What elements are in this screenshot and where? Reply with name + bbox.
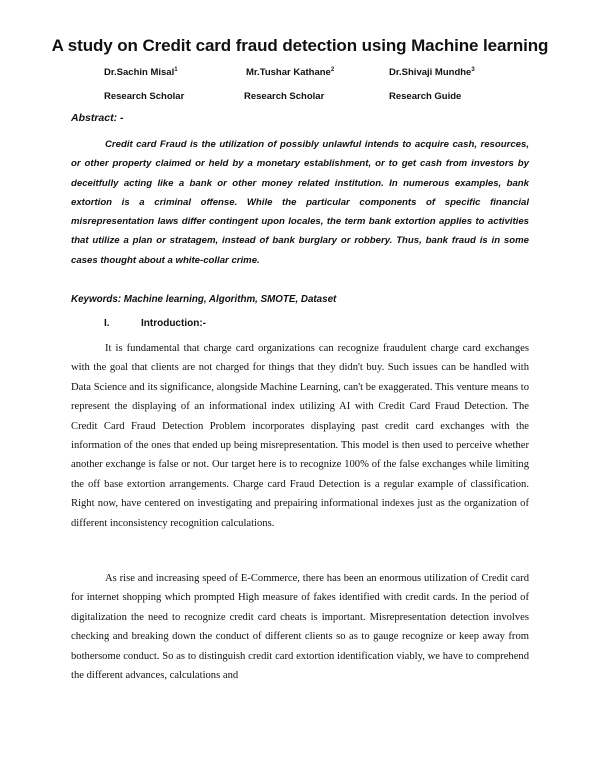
author-name: Dr.Sachin Misal$^1$ [104,67,178,79]
section-number: I. [104,318,110,329]
body-paragraph: As rise and increasing speed of E-Commerce, there has been an enormous utilization of Credit card for internet shopping which prompted High measure of fakes identified with credit cards. In the period of digitalization the need to recognize credit card cheats is important. Misrepresentation detection involves checking and breaking down the conduct of different clients so as to gauge recognize or keep away from bothersome conduct. So as to distinguish credit card extortion identification viably, we have to comprehend the different advances, calculations and [71,573,529,682]
author-role: Research Guide [389,91,462,102]
body-paragraph: It is fundamental that charge card organizations can recognize fraudulent charge card exchanges with the goal that clients are not charged for things that they didn't buy. Such issues can be handled with Data Science and its significance, alongside Machine Learning, can't be exaggerated. This venture means to represent the displaying of an informational index utilizing AI with Credit Card Fraud Detection. The Credit Card Fraud Detection Problem incorporates displaying past credit card exchanges with the information of the ones that ended up being misrepresentation. This model is then used to perceive whether another exchange is false or not. Our target here is to recognize 100% of the false exchanges while limiting the off base extortion arrangements. Charge card Fraud Detection is a regular example of classification. Right now, have centered on investigating and prepairing informational indexes just as the organization of different inconsistency recognition calculations. [71,343,529,529]
abstract-heading: Abstract: - [71,112,124,124]
author-name: Dr.Shivaji Mundhe$^3$ [389,67,475,79]
abstract-text: Credit card Fraud is the utilization of possibly unlawful intends to acquire cash, resources, or other property claimed or held by a monetary establishment, or to get cash from investors by deceitfully acting like a bank or other money related institution. In numerous examples, bank extortion is a criminal offense. While the particular components of specific financial misrepresentation laws differ contingent upon locales, the term bank extortion applies to activities that utilize a plan or stratagem, instead of bank burglary or robbery. Thus, bank fraud is in some cases thought about a white-collar crime. [71,139,529,266]
paper-title: A study on Credit card fraud detection using Machine learning [51,36,549,55]
author-role: Research Scholar [244,91,325,102]
author-role: Research Scholar [104,91,185,102]
section-title: Introduction:- [141,318,206,329]
keywords-line: Keywords: Machine learning, Algorithm, SMOTE, Dataset [71,294,337,305]
author-name: Mr.Tushar Kathane$^2$ [246,67,335,79]
